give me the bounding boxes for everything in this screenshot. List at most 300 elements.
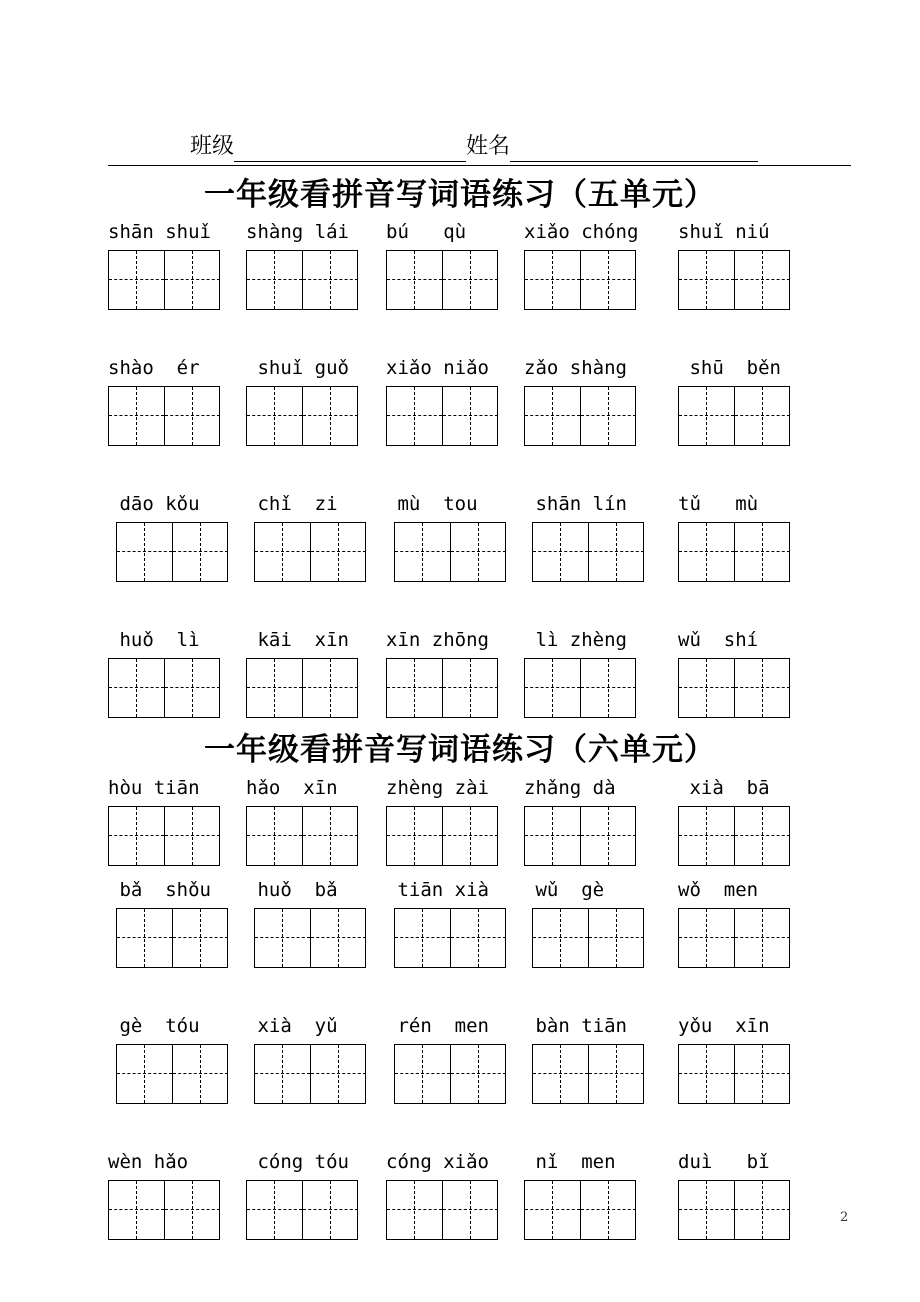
pinyin-label: hòu tiān bbox=[108, 777, 200, 799]
guide-line-vertical bbox=[762, 387, 763, 445]
writing-grid[interactable] bbox=[678, 250, 790, 310]
writing-grid[interactable] bbox=[678, 1180, 790, 1240]
guide-line-vertical bbox=[706, 523, 707, 581]
guide-line-horizontal bbox=[735, 687, 790, 688]
guide-line-horizontal bbox=[679, 1073, 734, 1074]
guide-line-vertical bbox=[762, 807, 763, 865]
writing-grid[interactable] bbox=[108, 250, 220, 310]
guide-line-horizontal bbox=[109, 835, 164, 836]
character-cell[interactable] bbox=[395, 1045, 451, 1103]
writing-grid[interactable] bbox=[254, 522, 366, 582]
guide-line-vertical bbox=[560, 523, 561, 581]
guide-line-horizontal bbox=[735, 835, 790, 836]
writing-grid[interactable] bbox=[678, 522, 790, 582]
character-cell[interactable] bbox=[679, 523, 735, 581]
guide-line-vertical bbox=[552, 659, 553, 717]
guide-line-vertical bbox=[552, 807, 553, 865]
word-item bbox=[108, 1014, 248, 1106]
word-item bbox=[524, 356, 664, 448]
character-cell[interactable] bbox=[395, 523, 451, 581]
character-cell[interactable] bbox=[303, 659, 358, 717]
character-cell[interactable] bbox=[311, 523, 366, 581]
character-cell[interactable] bbox=[581, 387, 636, 445]
header-rule bbox=[108, 165, 851, 166]
character-cell[interactable] bbox=[165, 807, 220, 865]
guide-line-horizontal bbox=[525, 1209, 580, 1210]
guide-line-vertical bbox=[478, 909, 479, 967]
character-cell[interactable] bbox=[525, 251, 581, 309]
guide-line-horizontal bbox=[679, 279, 734, 280]
character-cell[interactable] bbox=[247, 387, 303, 445]
writing-grid[interactable] bbox=[246, 386, 358, 446]
guide-line-horizontal bbox=[589, 551, 644, 552]
pinyin-label: shào ér bbox=[108, 357, 200, 379]
guide-line-vertical bbox=[414, 251, 415, 309]
guide-line-vertical bbox=[144, 523, 145, 581]
guide-line-horizontal bbox=[165, 279, 220, 280]
character-cell[interactable] bbox=[165, 1181, 220, 1239]
guide-line-horizontal bbox=[679, 1209, 734, 1210]
writing-grid[interactable] bbox=[386, 658, 498, 718]
word-item bbox=[108, 776, 248, 868]
character-cell[interactable] bbox=[679, 807, 735, 865]
writing-grid[interactable] bbox=[254, 908, 366, 968]
guide-line-vertical bbox=[192, 1181, 193, 1239]
guide-line-horizontal bbox=[173, 937, 228, 938]
character-cell[interactable] bbox=[525, 387, 581, 445]
writing-grid[interactable] bbox=[386, 806, 498, 866]
character-cell[interactable] bbox=[109, 251, 165, 309]
page-number: 2 bbox=[840, 1210, 849, 1225]
guide-line-horizontal bbox=[525, 835, 580, 836]
character-cell[interactable] bbox=[581, 1181, 636, 1239]
guide-line-horizontal bbox=[581, 835, 636, 836]
pinyin-label: nǐ men bbox=[524, 1151, 616, 1173]
character-cell[interactable] bbox=[679, 659, 735, 717]
guide-line-horizontal bbox=[443, 687, 498, 688]
pinyin-label: cóng xiǎo bbox=[386, 1151, 489, 1173]
pinyin-label: wǔ gè bbox=[524, 879, 605, 901]
writing-grid[interactable] bbox=[116, 908, 228, 968]
guide-line-horizontal bbox=[387, 687, 442, 688]
name-blank[interactable] bbox=[510, 137, 758, 162]
word-item bbox=[524, 492, 664, 584]
character-cell[interactable] bbox=[443, 251, 498, 309]
guide-line-vertical bbox=[762, 659, 763, 717]
character-cell[interactable] bbox=[533, 523, 589, 581]
character-cell[interactable] bbox=[735, 251, 790, 309]
character-cell[interactable] bbox=[303, 251, 358, 309]
word-item bbox=[386, 220, 526, 312]
guide-line-vertical bbox=[274, 807, 275, 865]
character-cell[interactable] bbox=[679, 1045, 735, 1103]
character-cell[interactable] bbox=[443, 659, 498, 717]
guide-line-horizontal bbox=[387, 279, 442, 280]
word-item bbox=[246, 1014, 386, 1106]
writing-grid[interactable] bbox=[254, 1044, 366, 1104]
character-cell[interactable] bbox=[247, 807, 303, 865]
word-item bbox=[246, 220, 386, 312]
guide-line-vertical bbox=[706, 387, 707, 445]
guide-line-horizontal bbox=[443, 835, 498, 836]
guide-line-horizontal bbox=[533, 1073, 588, 1074]
guide-line-horizontal bbox=[735, 1209, 790, 1210]
character-cell[interactable] bbox=[303, 387, 358, 445]
guide-line-vertical bbox=[136, 387, 137, 445]
pinyin-label: wǒ men bbox=[678, 879, 759, 901]
character-cell[interactable] bbox=[589, 523, 644, 581]
character-cell[interactable] bbox=[165, 387, 220, 445]
character-cell[interactable] bbox=[735, 1045, 790, 1103]
writing-grid[interactable] bbox=[524, 806, 636, 866]
guide-line-vertical bbox=[200, 523, 201, 581]
pinyin-label: duì bǐ bbox=[678, 1151, 770, 1173]
guide-line-horizontal bbox=[303, 279, 358, 280]
guide-line-vertical bbox=[282, 909, 283, 967]
guide-line-vertical bbox=[136, 659, 137, 717]
character-cell[interactable] bbox=[311, 1045, 366, 1103]
character-cell[interactable] bbox=[679, 1181, 735, 1239]
character-cell[interactable] bbox=[109, 1181, 165, 1239]
character-cell[interactable] bbox=[173, 1045, 228, 1103]
writing-grid[interactable] bbox=[678, 386, 790, 446]
guide-line-vertical bbox=[200, 909, 201, 967]
word-item bbox=[678, 1150, 818, 1242]
character-cell[interactable] bbox=[165, 251, 220, 309]
character-cell[interactable] bbox=[735, 909, 790, 967]
character-cell[interactable] bbox=[735, 1181, 790, 1239]
character-cell[interactable] bbox=[679, 909, 735, 967]
pinyin-label: mù tou bbox=[386, 493, 478, 515]
guide-line-horizontal bbox=[311, 1073, 366, 1074]
character-cell[interactable] bbox=[525, 807, 581, 865]
writing-grid[interactable] bbox=[246, 1180, 358, 1240]
guide-line-vertical bbox=[136, 251, 137, 309]
character-cell[interactable] bbox=[451, 1045, 506, 1103]
guide-line-vertical bbox=[552, 1181, 553, 1239]
guide-line-horizontal bbox=[387, 415, 442, 416]
character-cell[interactable] bbox=[109, 807, 165, 865]
guide-line-horizontal bbox=[735, 937, 790, 938]
guide-line-vertical bbox=[330, 1181, 331, 1239]
pinyin-label: kāi xīn bbox=[246, 629, 349, 651]
writing-grid[interactable] bbox=[532, 522, 644, 582]
guide-line-horizontal bbox=[581, 415, 636, 416]
character-cell[interactable] bbox=[165, 659, 220, 717]
word-item bbox=[386, 776, 526, 868]
guide-line-vertical bbox=[192, 807, 193, 865]
pinyin-label: zǎo shàng bbox=[524, 357, 627, 379]
guide-line-vertical bbox=[282, 1045, 283, 1103]
guide-line-horizontal bbox=[451, 1073, 506, 1074]
pinyin-label: shū běn bbox=[678, 357, 781, 379]
guide-line-horizontal bbox=[173, 551, 228, 552]
guide-line-horizontal bbox=[525, 687, 580, 688]
guide-line-horizontal bbox=[443, 279, 498, 280]
word-item bbox=[524, 878, 664, 970]
character-cell[interactable] bbox=[255, 909, 311, 967]
guide-line-horizontal bbox=[109, 687, 164, 688]
character-cell[interactable] bbox=[735, 387, 790, 445]
pinyin-label: xiǎo chóng bbox=[524, 221, 639, 243]
character-cell[interactable] bbox=[735, 659, 790, 717]
pinyin-label: yǒu xīn bbox=[678, 1015, 770, 1037]
character-cell[interactable] bbox=[303, 807, 358, 865]
guide-line-horizontal bbox=[117, 551, 172, 552]
guide-line-horizontal bbox=[387, 835, 442, 836]
writing-grid[interactable] bbox=[678, 658, 790, 718]
guide-line-horizontal bbox=[165, 1209, 220, 1210]
guide-line-horizontal bbox=[165, 835, 220, 836]
guide-line-vertical bbox=[338, 909, 339, 967]
header-line bbox=[190, 132, 758, 162]
guide-line-vertical bbox=[560, 1045, 561, 1103]
guide-line-horizontal bbox=[443, 1209, 498, 1210]
guide-line-vertical bbox=[200, 1045, 201, 1103]
word-item bbox=[678, 220, 818, 312]
guide-line-vertical bbox=[414, 807, 415, 865]
guide-line-vertical bbox=[192, 659, 193, 717]
character-cell[interactable] bbox=[581, 251, 636, 309]
writing-grid[interactable] bbox=[386, 386, 498, 446]
guide-line-vertical bbox=[274, 387, 275, 445]
character-cell[interactable] bbox=[173, 909, 228, 967]
guide-line-vertical bbox=[706, 251, 707, 309]
writing-grid[interactable] bbox=[246, 658, 358, 718]
class-label: 班级 bbox=[190, 134, 235, 159]
writing-grid[interactable] bbox=[678, 908, 790, 968]
character-cell[interactable] bbox=[387, 387, 443, 445]
guide-line-vertical bbox=[552, 387, 553, 445]
writing-grid[interactable] bbox=[108, 658, 220, 718]
character-cell[interactable] bbox=[255, 1045, 311, 1103]
guide-line-horizontal bbox=[533, 937, 588, 938]
pinyin-label: tǔ mù bbox=[678, 493, 759, 515]
character-cell[interactable] bbox=[173, 523, 228, 581]
character-cell[interactable] bbox=[735, 523, 790, 581]
word-item bbox=[386, 1014, 526, 1106]
writing-grid[interactable] bbox=[678, 1044, 790, 1104]
word-item bbox=[386, 1150, 526, 1242]
character-cell[interactable] bbox=[387, 659, 443, 717]
writing-grid[interactable] bbox=[116, 1044, 228, 1104]
writing-grid[interactable] bbox=[394, 908, 506, 968]
guide-line-horizontal bbox=[735, 1073, 790, 1074]
guide-line-vertical bbox=[422, 1045, 423, 1103]
guide-line-horizontal bbox=[589, 937, 644, 938]
writing-grid[interactable] bbox=[386, 250, 498, 310]
guide-line-vertical bbox=[330, 807, 331, 865]
guide-line-vertical bbox=[762, 1181, 763, 1239]
character-cell[interactable] bbox=[679, 387, 735, 445]
guide-line-vertical bbox=[762, 523, 763, 581]
guide-line-horizontal bbox=[311, 551, 366, 552]
character-cell[interactable] bbox=[247, 1181, 303, 1239]
guide-line-vertical bbox=[762, 251, 763, 309]
character-cell[interactable] bbox=[443, 1181, 498, 1239]
character-cell[interactable] bbox=[533, 1045, 589, 1103]
word-item bbox=[108, 628, 248, 720]
character-cell[interactable] bbox=[443, 807, 498, 865]
guide-line-horizontal bbox=[735, 551, 790, 552]
guide-line-vertical bbox=[608, 387, 609, 445]
guide-line-vertical bbox=[414, 659, 415, 717]
guide-line-vertical bbox=[144, 1045, 145, 1103]
guide-line-vertical bbox=[414, 1181, 415, 1239]
word-item bbox=[524, 776, 664, 868]
guide-line-vertical bbox=[616, 523, 617, 581]
character-cell[interactable] bbox=[117, 523, 173, 581]
word-item bbox=[246, 356, 386, 448]
character-cell[interactable] bbox=[395, 909, 451, 967]
guide-line-vertical bbox=[470, 807, 471, 865]
character-cell[interactable] bbox=[387, 1181, 443, 1239]
guide-line-vertical bbox=[338, 523, 339, 581]
writing-grid[interactable] bbox=[532, 908, 644, 968]
character-cell[interactable] bbox=[589, 909, 644, 967]
writing-grid[interactable] bbox=[532, 1044, 644, 1104]
character-cell[interactable] bbox=[303, 1181, 358, 1239]
word-item bbox=[524, 1014, 664, 1106]
writing-grid[interactable] bbox=[386, 1180, 498, 1240]
writing-grid[interactable] bbox=[524, 386, 636, 446]
character-cell[interactable] bbox=[387, 807, 443, 865]
character-cell[interactable] bbox=[109, 387, 165, 445]
character-cell[interactable] bbox=[581, 807, 636, 865]
guide-line-vertical bbox=[608, 807, 609, 865]
character-cell[interactable] bbox=[443, 387, 498, 445]
pinyin-label: bǎ shǒu bbox=[108, 879, 211, 901]
pinyin-label: chǐ zi bbox=[246, 493, 338, 515]
writing-grid[interactable] bbox=[108, 1180, 220, 1240]
character-cell[interactable] bbox=[117, 909, 173, 967]
word-item bbox=[524, 220, 664, 312]
guide-line-horizontal bbox=[255, 1073, 310, 1074]
writing-grid[interactable] bbox=[108, 806, 220, 866]
guide-line-vertical bbox=[616, 1045, 617, 1103]
guide-line-horizontal bbox=[247, 1209, 302, 1210]
guide-line-vertical bbox=[282, 523, 283, 581]
writing-grid[interactable] bbox=[246, 806, 358, 866]
character-cell[interactable] bbox=[247, 659, 303, 717]
guide-line-horizontal bbox=[165, 415, 220, 416]
pinyin-label: huǒ lì bbox=[108, 629, 200, 651]
writing-grid[interactable] bbox=[394, 1044, 506, 1104]
pinyin-label: shuǐ guǒ bbox=[246, 357, 349, 379]
class-blank[interactable] bbox=[234, 137, 466, 162]
guide-line-horizontal bbox=[387, 1209, 442, 1210]
pinyin-label: zhèng zài bbox=[386, 777, 489, 799]
word-item bbox=[386, 492, 526, 584]
word-item bbox=[246, 628, 386, 720]
guide-line-vertical bbox=[608, 251, 609, 309]
character-cell[interactable] bbox=[525, 659, 581, 717]
word-item bbox=[108, 356, 248, 448]
writing-grid[interactable] bbox=[108, 386, 220, 446]
pinyin-label: xiǎo niǎo bbox=[386, 357, 489, 379]
guide-line-vertical bbox=[560, 909, 561, 967]
guide-line-horizontal bbox=[735, 279, 790, 280]
guide-line-horizontal bbox=[311, 937, 366, 938]
character-cell[interactable] bbox=[451, 523, 506, 581]
character-cell[interactable] bbox=[581, 659, 636, 717]
character-cell[interactable] bbox=[533, 909, 589, 967]
writing-grid[interactable] bbox=[678, 806, 790, 866]
character-cell[interactable] bbox=[109, 659, 165, 717]
guide-line-horizontal bbox=[395, 1073, 450, 1074]
guide-line-vertical bbox=[608, 659, 609, 717]
guide-line-vertical bbox=[422, 523, 423, 581]
guide-line-vertical bbox=[706, 659, 707, 717]
guide-line-vertical bbox=[330, 387, 331, 445]
pinyin-label: xià yǔ bbox=[246, 1015, 338, 1037]
character-cell[interactable] bbox=[311, 909, 366, 967]
guide-line-vertical bbox=[762, 1045, 763, 1103]
character-cell[interactable] bbox=[589, 1045, 644, 1103]
pinyin-label: lì zhèng bbox=[524, 629, 627, 651]
writing-grid[interactable] bbox=[524, 658, 636, 718]
guide-line-horizontal bbox=[303, 415, 358, 416]
writing-grid[interactable] bbox=[246, 250, 358, 310]
guide-line-horizontal bbox=[247, 415, 302, 416]
guide-line-vertical bbox=[478, 1045, 479, 1103]
guide-line-horizontal bbox=[109, 1209, 164, 1210]
guide-line-vertical bbox=[274, 1181, 275, 1239]
writing-grid[interactable] bbox=[116, 522, 228, 582]
guide-line-vertical bbox=[706, 1181, 707, 1239]
guide-line-vertical bbox=[706, 1045, 707, 1103]
pinyin-label: bàn tiān bbox=[524, 1015, 627, 1037]
writing-grid[interactable] bbox=[394, 522, 506, 582]
pinyin-label: wǔ shí bbox=[678, 629, 759, 651]
character-cell[interactable] bbox=[451, 909, 506, 967]
guide-line-horizontal bbox=[679, 415, 734, 416]
guide-line-horizontal bbox=[525, 415, 580, 416]
pinyin-label: tiān xià bbox=[386, 879, 489, 901]
writing-grid[interactable] bbox=[524, 250, 636, 310]
guide-line-vertical bbox=[616, 909, 617, 967]
guide-line-horizontal bbox=[247, 835, 302, 836]
character-cell[interactable] bbox=[255, 523, 311, 581]
guide-line-horizontal bbox=[581, 687, 636, 688]
word-item bbox=[524, 1150, 664, 1242]
guide-line-vertical bbox=[274, 251, 275, 309]
word-item bbox=[678, 878, 818, 970]
word-item bbox=[678, 356, 818, 448]
pinyin-label: dāo kǒu bbox=[108, 493, 200, 515]
character-cell[interactable] bbox=[117, 1045, 173, 1103]
character-cell[interactable] bbox=[679, 251, 735, 309]
guide-line-horizontal bbox=[303, 1209, 358, 1210]
word-item bbox=[678, 1014, 818, 1106]
pinyin-label: bú qù bbox=[386, 221, 467, 243]
guide-line-horizontal bbox=[451, 551, 506, 552]
guide-line-horizontal bbox=[395, 937, 450, 938]
word-item bbox=[678, 776, 818, 868]
character-cell[interactable] bbox=[525, 1181, 581, 1239]
guide-line-vertical bbox=[470, 1181, 471, 1239]
word-item bbox=[678, 492, 818, 584]
character-cell[interactable] bbox=[735, 807, 790, 865]
character-cell[interactable] bbox=[247, 251, 303, 309]
pinyin-label: zhǎng dà bbox=[524, 777, 616, 799]
name-label: 姓名 bbox=[466, 134, 511, 159]
word-item bbox=[246, 1150, 386, 1242]
guide-line-vertical bbox=[330, 251, 331, 309]
guide-line-horizontal bbox=[255, 937, 310, 938]
writing-grid[interactable] bbox=[524, 1180, 636, 1240]
character-cell[interactable] bbox=[387, 251, 443, 309]
